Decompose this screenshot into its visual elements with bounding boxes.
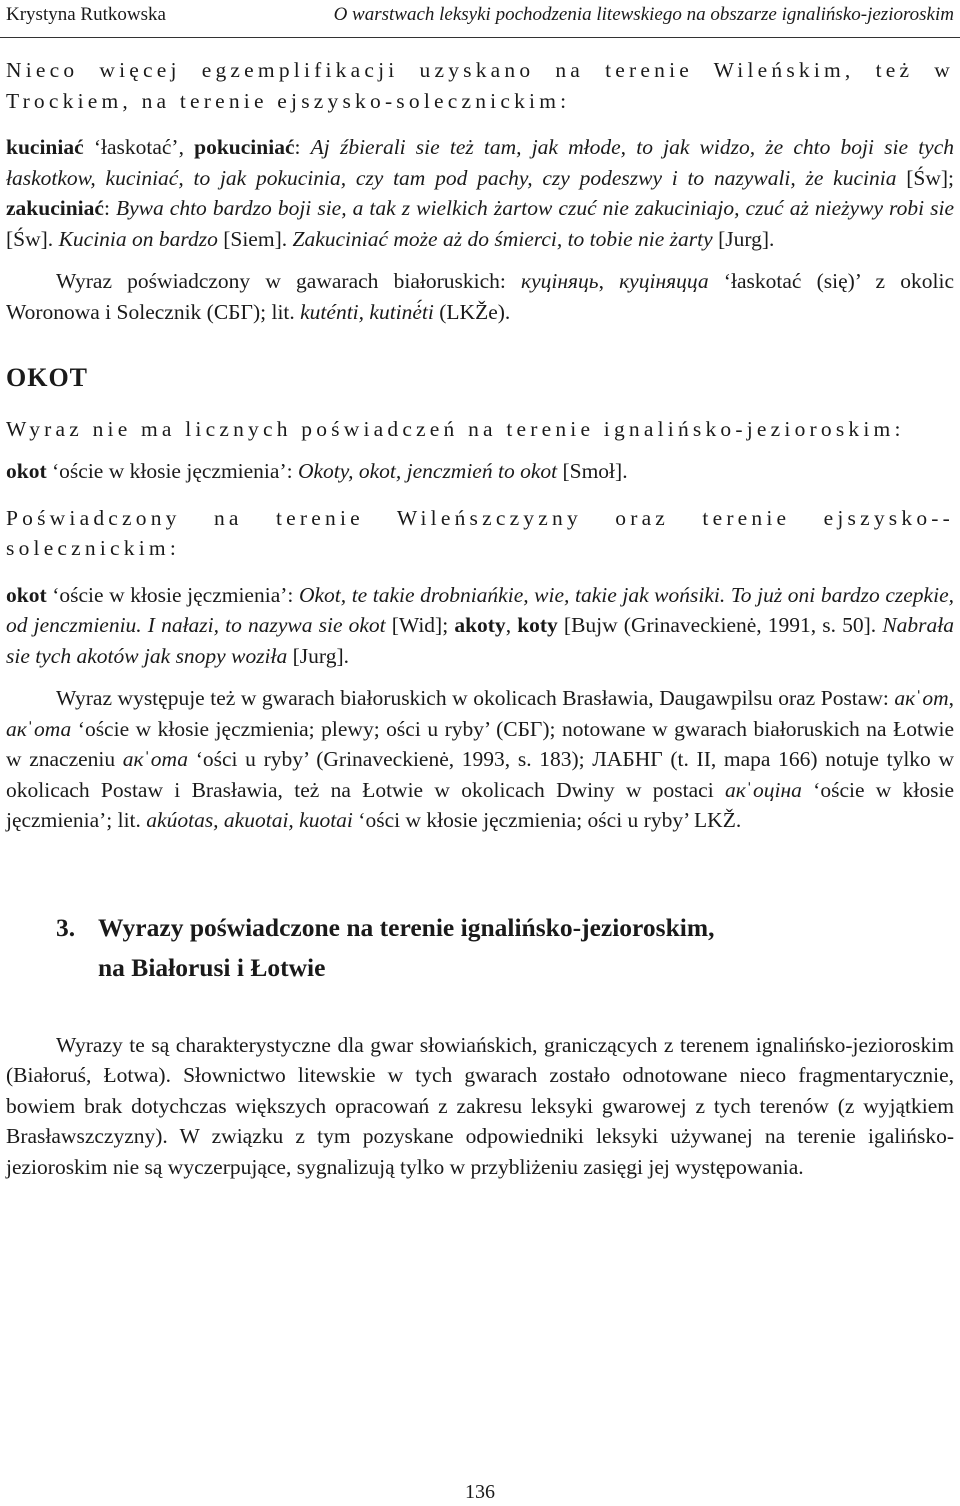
text: Wyraz występuje też w gwarach białoruskich w okolicach Brasławia, Daugawpilsu oraz Postaw:	[56, 686, 895, 710]
paragraph-okot-belarusian	[6, 683, 954, 836]
text: ,	[598, 269, 620, 293]
header-rule	[0, 37, 960, 38]
cyrillic-form: акˈота	[122, 747, 189, 771]
text: ,	[948, 686, 954, 710]
section-number: 3.	[56, 912, 76, 942]
source: [Św];	[896, 165, 954, 190]
quote: Nabrała sie tych akotów jak snopy woziła	[6, 613, 954, 668]
source: [Jurg].	[287, 643, 349, 668]
lithuanian-form: akúotas, akuotai, kuotai	[146, 808, 353, 832]
entry-heading-okot: OKOT	[6, 363, 89, 392]
quote: Okot, te takie drobniańkie, wie, takie jak wońsiki. To już oni bardzo czepkie, od jenczmieniu. I nałazi, to nazywa sie okot	[6, 582, 954, 637]
section-heading	[56, 908, 954, 988]
source: [Św].	[6, 226, 59, 251]
text: ‘oście w kłosie jęczmienia’; lit.	[6, 777, 954, 832]
cyrillic-form: куцiняць	[521, 269, 599, 293]
gloss: ‘łaskotać’,	[83, 135, 195, 159]
punct: ,	[505, 613, 518, 637]
punct: :	[103, 196, 116, 220]
paragraph-intro-wilenskie	[6, 55, 954, 116]
spaced-text: Wyraz nie ma licznych poświadczeń na terenie ignalińsko-jezioroskim:	[6, 416, 905, 441]
paragraph-okot-quotes	[6, 580, 954, 672]
source: [Bujw (Grinaveckienė, 1991, s. 50].	[557, 613, 883, 637]
quote: Aj źbierali sie też tam, jak młode, to jak widzo, że chto boji sie tych łaskotkow, kuciniać, to jak pokucinia, czy tam pod pachy, czy podeszwy i to nazywali, że kucinia	[6, 135, 955, 190]
headword: zakuciniać	[6, 196, 104, 220]
text: (LKŽe).	[433, 299, 511, 324]
quote: Okoty, okot, jenczmień to okot	[297, 459, 558, 483]
page-number: 136	[465, 1481, 495, 1503]
paragraph-wilenszczyzna-intro	[6, 503, 954, 564]
quote: Zakuciniać może aż do śmierci, to tobie nie żarty	[292, 226, 713, 251]
running-head-title: O warstwach leksyki pochodzenia litewskiego na obszarze ignalińsko-jezioroskim	[333, 4, 954, 25]
spaced-text: Poświadczony na terenie Wileńszczyzny oraz terenie ejszysko--solecznickim:	[6, 505, 954, 560]
text: ‘oście w kłosie jęczmienia; plewy; ości u ryby’ (СБГ); notowane w gwarach białoruskich na Łotwie w znaczeniu	[6, 716, 954, 771]
gloss: ‘oście w kłosie jęczmienia’:	[46, 582, 299, 607]
source: [Jurg].	[712, 226, 775, 251]
headword: okot	[6, 459, 47, 483]
paragraph-belarusian-attestation	[6, 266, 954, 327]
text: Wyraz poświadczony w gawarach białoruskich:	[56, 269, 522, 293]
quote: Kucinia on bardzo	[58, 226, 218, 251]
headword: akoty	[454, 613, 506, 637]
headword: koty	[517, 613, 558, 637]
headword: okot	[6, 582, 47, 607]
text: ‘ości u ryby’ (Grinaveckienė, 1993, s. 183); ЛАБНГ (t. II, mapa 166) notuje tylko w okolicach Postaw i Brasławia, też na Łotwie w okolicach Dwiny w postaci	[6, 747, 954, 802]
paragraph-section-3-body: Wyrazy te są charakterystyczne dla gwar słowiańskich, graniczących z terenem ignalińsko-jezioroskim (Białoruś, Łotwa). Słownictwo litewskie w tych gwarach zostało odnotowane nieco fragmentarycznie, bowiem brak dotychczas większych opracowań z zakresu leksyki gwarowej z tych terenów (z wyjątkiem Brasławszczyzny). W związku z tym pozyskane odpowiedniki leksyki używanej na terenie igalińsko-jezioroskim nie są wyczerpujące, sygnalizują tylko w przybliżeniu zasięgi jej występowania.	[6, 1032, 954, 1179]
source: [Siem].	[217, 226, 293, 251]
quote: Bywa chto bardzo boji sie, a tak z wielkich żartow czuć nie zakuciniajo, czuć aż nieżywy robi sie	[115, 196, 954, 220]
running-head	[6, 2, 954, 32]
section-title-line-1: Wyrazy poświadczone na terenie ignalińsko-jezioroskim,	[98, 912, 715, 942]
source: [Smoł].	[557, 459, 628, 483]
cyrillic-form: акˈота	[6, 716, 72, 741]
gloss: ‘oście w kłosie jęczmienia’:	[46, 459, 298, 483]
spaced-text: Nieco więcej egzemplifikacji uzyskano na terenie Wileńskim, też w Trockiem, na terenie ejszysko-solecznickim:	[6, 58, 954, 113]
source: [Wid];	[385, 613, 455, 637]
paragraph-okot-entry	[6, 456, 954, 487]
section-title-line-2: na Białorusi i Łotwie	[98, 952, 326, 982]
paragraph-kuciniac-entries	[6, 132, 954, 254]
text: ‘łaskotać (się)’ z okolic Woronowa i Solecznik (СБГ); lit.	[6, 269, 954, 324]
headword: pokuciniać	[194, 135, 295, 159]
cyrillic-form: куцiняцца	[619, 269, 709, 293]
punct: :	[294, 135, 311, 159]
cyrillic-form: акˈот	[894, 686, 949, 710]
page-body	[6, 55, 954, 1182]
headword: kuciniać	[6, 135, 84, 159]
text: ‘ości w kłosie jęczmienia; ości u ryby’ LKŽ.	[352, 808, 742, 832]
cyrillic-form: акˈоцiна	[725, 777, 802, 802]
lithuanian-form: kuténti, kutinė́ti	[300, 299, 434, 324]
paragraph-okot-intro	[6, 414, 954, 445]
running-head-author: Krystyna Rutkowska	[6, 4, 166, 25]
